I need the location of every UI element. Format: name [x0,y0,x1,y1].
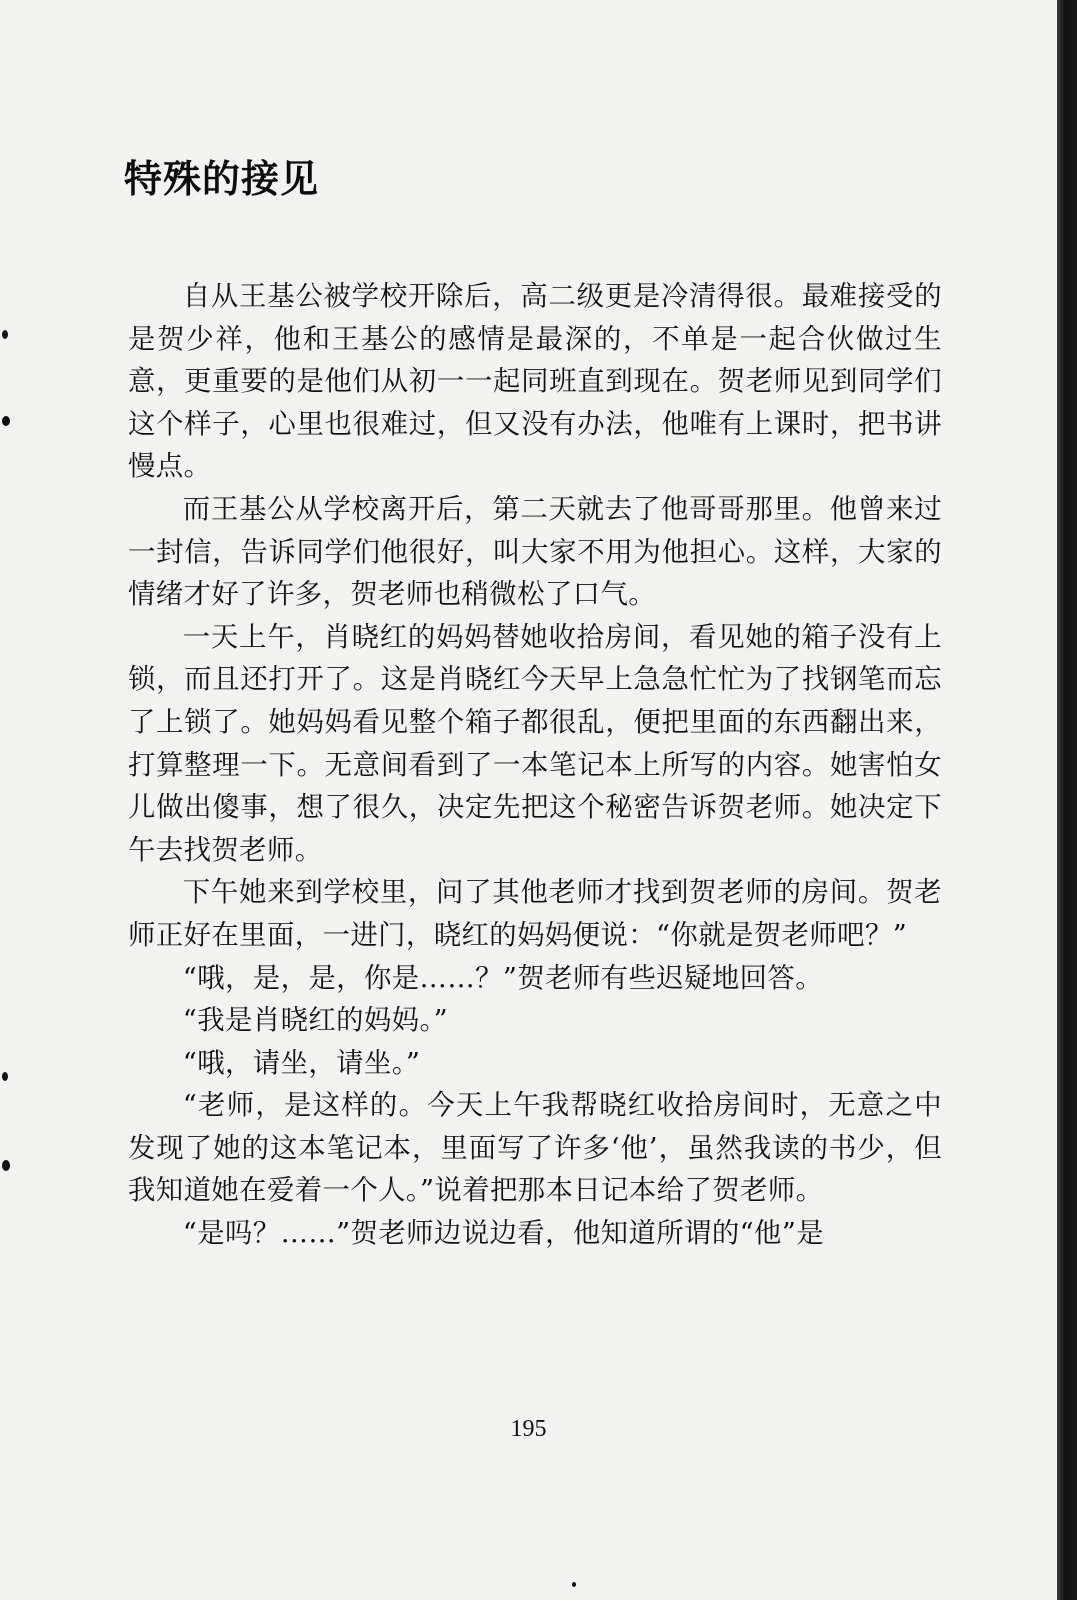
scan-speck [2,330,8,339]
scan-speck [2,1072,8,1081]
scan-speck [2,1160,10,1171]
paragraph: 一天上午，肖晓红的妈妈替她收拾房间，看见她的箱子没有上锁，而且还打开了。这是肖晓红今天早上急急忙忙为了找钢笔而忘了上锁了。她妈妈看见整个箱子都很乱，便把里面的东西翻出来，打算整理一下。无意间看到了一本笔记本上所写的内容。她害怕女儿做出傻事，想了很久，决定先把这个秘密告诉贺老师。她决定下午去找贺老师。 [128,621,942,866]
paragraph: 自从王基公被学校开除后，高二级更是冷清得很。最难接受的是贺少祥，他和王基公的感情是最深的，不单是一起合伙做过生意，更重要的是他们从初一一起同班直到现在。贺老师见到同学们这个样子，心里也很难过，但又没有办法，他唯有上课时，把书讲慢点。 [128,281,942,483]
scan-speck [572,1582,576,1587]
dialogue-line: “哦，是，是，你是……？”贺老师有些迟疑地回答。 [182,962,823,994]
dialogue-line: “老师，是这样的。今天上午我帮晓红收拾房间时，无意之中发现了她的这本笔记本，里面写了许多‘他’，虽然我读的书少，但我知道她在爱着一个人。”说着把那本日记本给了贺老师。 [128,1090,942,1207]
dialogue-line: “我是肖晓红的妈妈。” [182,1005,449,1037]
dialogue-line: “是吗？……”贺老师边说边看，他知道所谓的“他”是 [182,1218,825,1250]
paragraph: 下午她来到学校里，问了其他老师才找到贺老师的房间。贺老师正好在里面，一进门，晓红的妈妈便说：“你就是贺老师吧？” [128,877,942,951]
body-text [128,276,942,1256]
scan-edge-shadow [1057,0,1077,1600]
dialogue-line: “哦，请坐，请坐。” [182,1047,421,1079]
scan-speck [2,416,10,426]
page-number: 195 [510,1416,547,1442]
chapter-title: 特殊的接见 [124,157,320,201]
paragraph: 而王基公从学校离开后，第二天就去了他哥哥那里。他曾来过一封信，告诉同学们他很好，叫大家不用为他担心。这样，大家的情绪才好了许多，贺老师也稍微松了口气。 [128,493,942,611]
